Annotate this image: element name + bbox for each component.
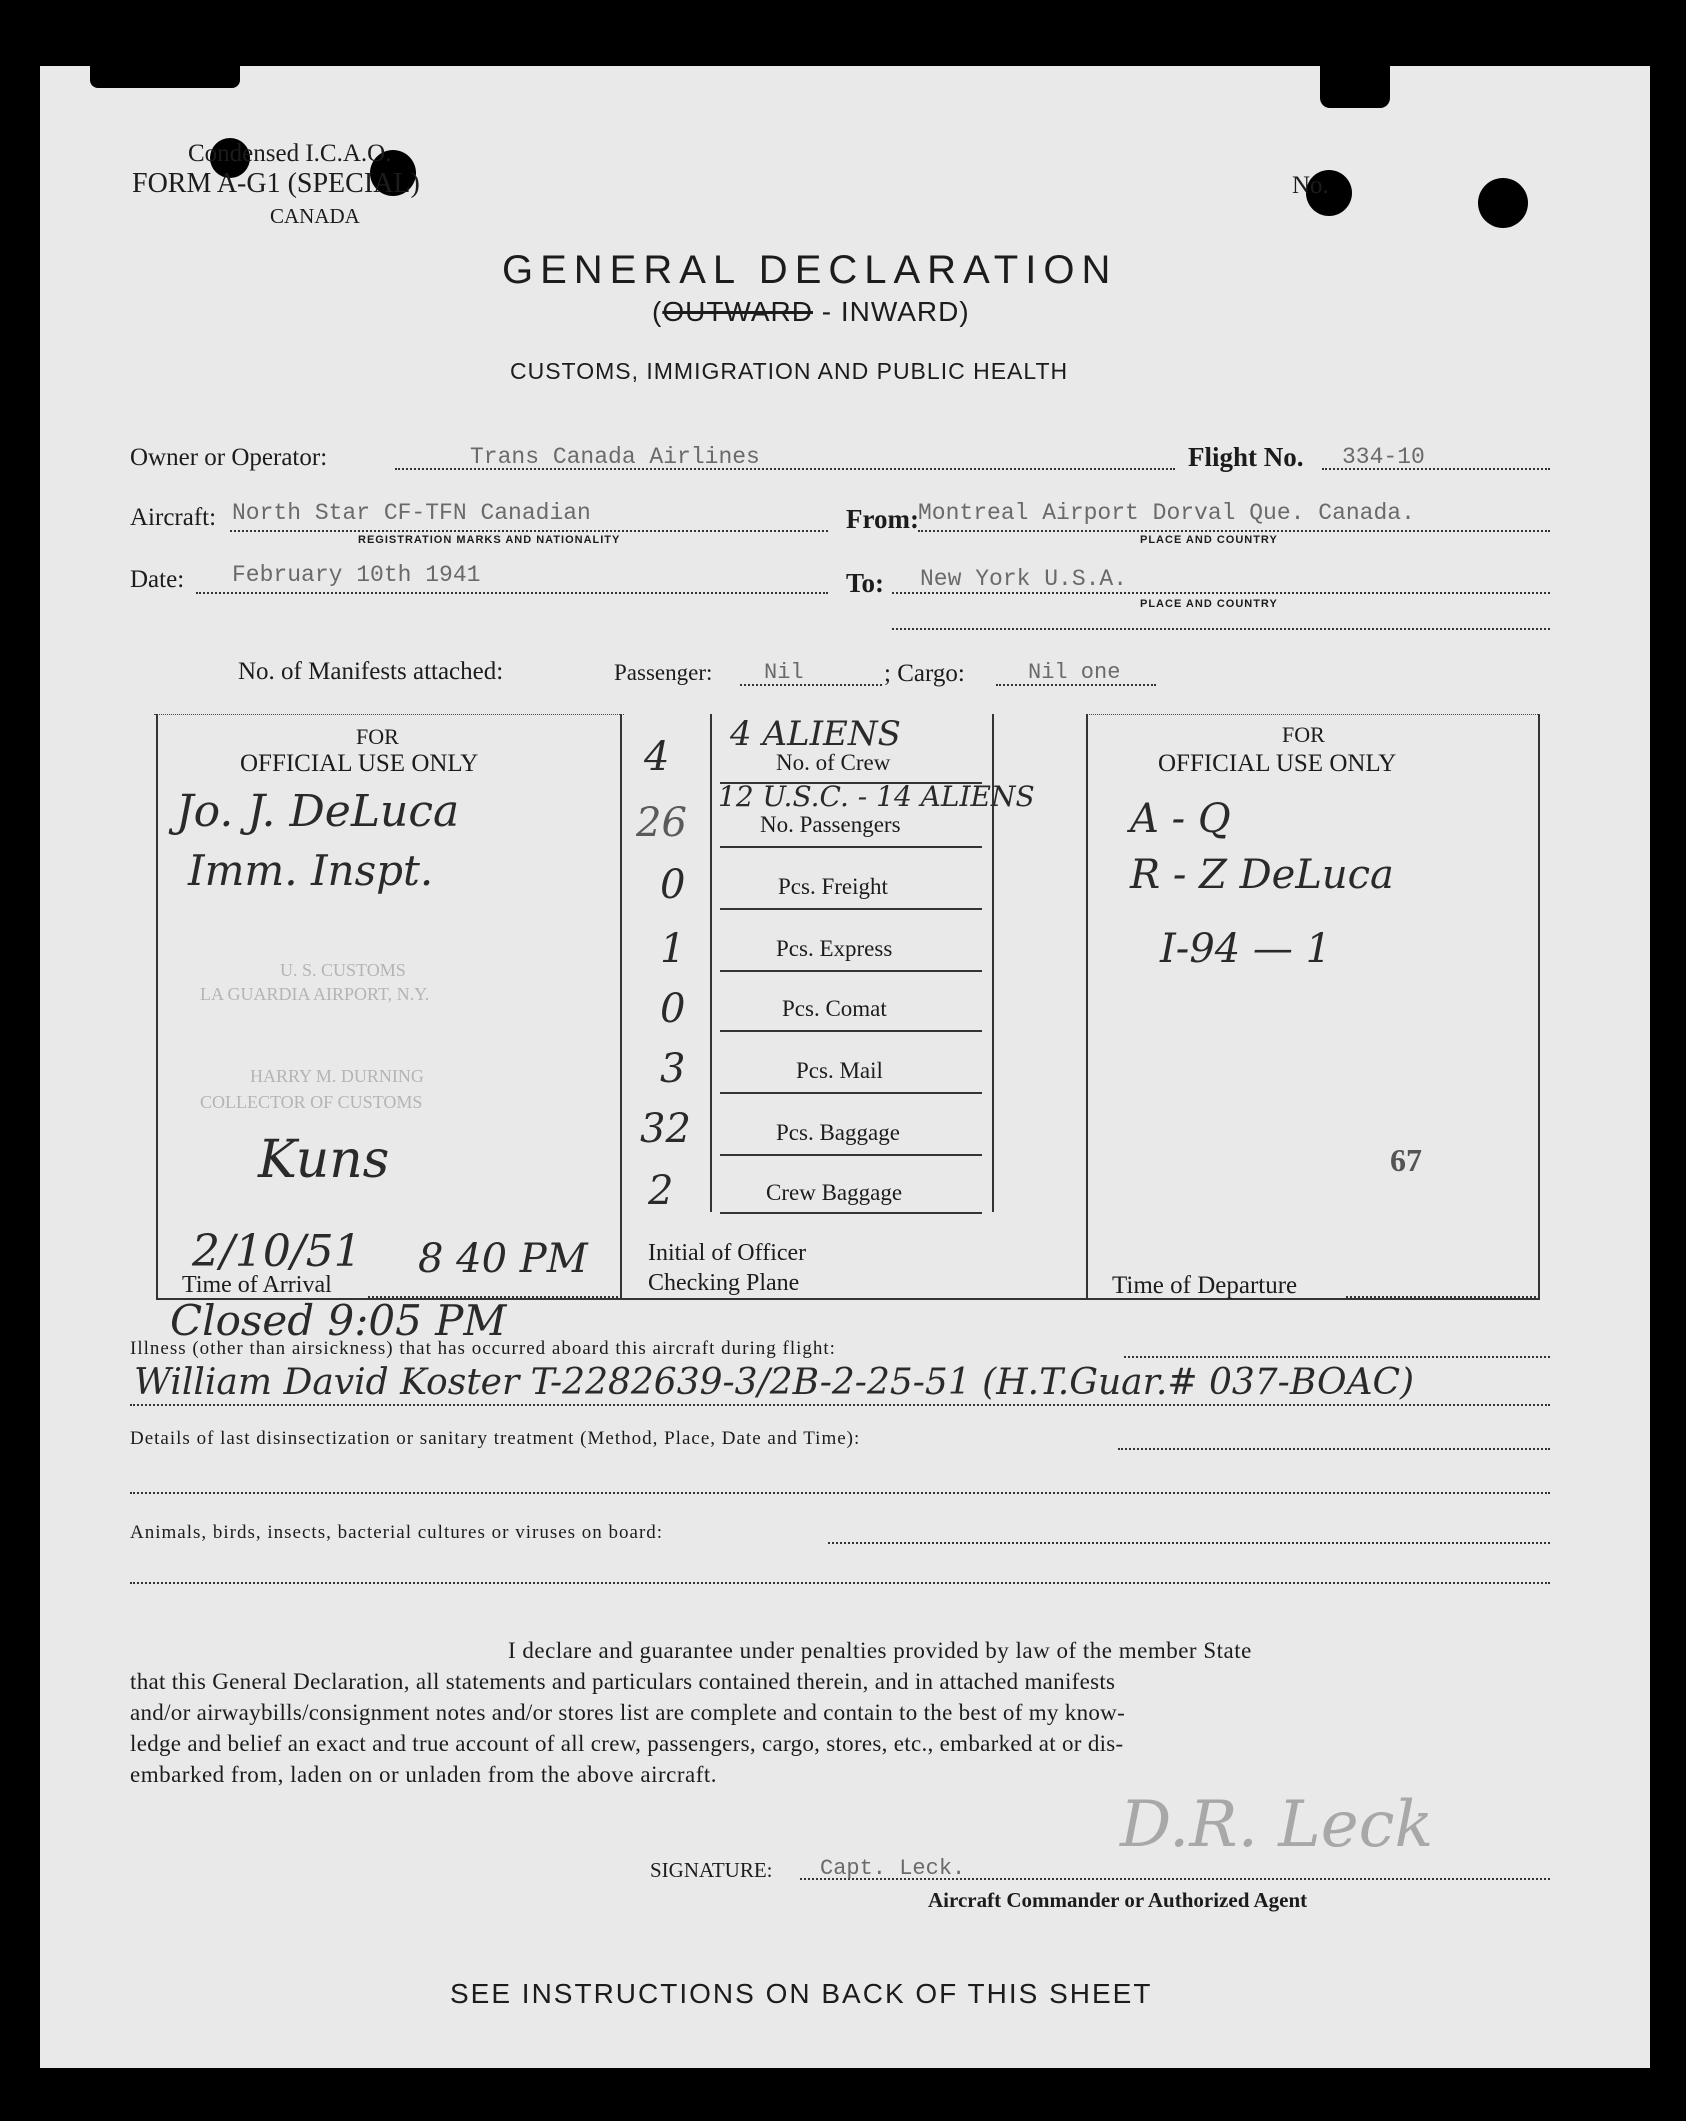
crew-baggage-count: 2 bbox=[648, 1168, 674, 1214]
right-note-rz: R - Z DeLuca bbox=[1130, 852, 1394, 898]
signature-caption: Aircraft Commander or Authorized Agent bbox=[928, 1888, 1308, 1912]
mail-count: 3 bbox=[660, 1046, 686, 1092]
illness-value: William David Koster T-2282639-3/2B-2-25-51 (H.T.Guar.# 037-BOAC) bbox=[134, 1362, 1415, 1403]
page-subtitle: CUSTOMS, IMMIGRATION AND PUBLIC HEALTH bbox=[510, 358, 1069, 384]
date-label: Date: bbox=[130, 566, 185, 593]
closed-note: Closed 9:05 PM bbox=[170, 1296, 507, 1345]
right-box-official: OFFICIAL USE ONLY bbox=[1158, 750, 1397, 777]
checking-plane-label: Checking Plane bbox=[648, 1270, 800, 1296]
aircraft-value: North Star CF-TFN Canadian bbox=[232, 500, 591, 526]
passengers-count: 26 bbox=[636, 800, 687, 846]
aircraft-label: Aircraft: bbox=[130, 504, 217, 531]
right-note-aq: A - Q bbox=[1130, 796, 1231, 842]
open-paren: ( bbox=[652, 296, 663, 327]
inward-label: - INWARD bbox=[821, 296, 960, 327]
punch-hole bbox=[90, 48, 240, 88]
owner-label: Owner or Operator: bbox=[130, 444, 328, 471]
from-caption: PLACE AND COUNTRY bbox=[1140, 534, 1278, 546]
commander-signature: D.R. Leck bbox=[1120, 1788, 1434, 1862]
inspector-signature-line2: Imm. Inspt. bbox=[188, 846, 434, 895]
cargo-manifest-value: Nil one bbox=[1028, 660, 1121, 685]
aircraft-caption: REGISTRATION MARKS AND NATIONALITY bbox=[358, 534, 621, 546]
initial-officer-label: Initial of Officer bbox=[648, 1240, 807, 1266]
crew-baggage-label: Crew Baggage bbox=[766, 1180, 903, 1205]
signature-value: Capt. Leck. bbox=[820, 1856, 966, 1881]
signature-label: SIGNATURE: bbox=[650, 1858, 773, 1882]
baggage-count: 32 bbox=[640, 1106, 691, 1152]
from-value: Montreal Airport Dorval Que. Canada. bbox=[918, 500, 1415, 526]
left-box-official: OFFICIAL USE ONLY bbox=[240, 750, 479, 777]
to-label: To: bbox=[846, 568, 885, 598]
to-value: New York U.S.A. bbox=[920, 566, 1128, 592]
passenger-breakdown-note: 12 U.S.C. - 14 ALIENS bbox=[718, 780, 1035, 813]
mail-label: Pcs. Mail bbox=[796, 1058, 883, 1083]
flight-value: 334-10 bbox=[1342, 444, 1425, 470]
passengers-label: No. Passengers bbox=[760, 812, 901, 837]
close-paren: ) bbox=[959, 296, 970, 327]
declaration-line4: ledge and belief an exact and true account of all crew, passengers, cargo, stores, etc., embarked at or dis- bbox=[130, 1731, 1124, 1756]
declaration-line1: I declare and guarantee under penalties provided by law of the member State bbox=[508, 1638, 1252, 1663]
illness-label: Illness (other than airsickness) that has occurred aboard this aircraft during flight: bbox=[130, 1338, 836, 1359]
direction-line bbox=[652, 296, 970, 328]
passenger-manifest-value: Nil bbox=[764, 660, 804, 685]
declaration-line2: that this General Declaration, all statements and particulars contained therein, and in attached manifests bbox=[130, 1669, 1116, 1694]
owner-value: Trans Canada Airlines bbox=[470, 444, 760, 470]
form-header-line1: Condensed I.C.A.O. bbox=[188, 140, 392, 167]
passenger-manifest-label: Passenger: bbox=[614, 660, 713, 685]
arrival-time: 8 40 PM bbox=[418, 1236, 588, 1282]
flight-label: Flight No. bbox=[1188, 442, 1304, 472]
disinsect-label: Details of last disinsectization or sanitary treatment (Method, Place, Date and Time): bbox=[130, 1428, 861, 1449]
date-value: February 10th 1941 bbox=[232, 562, 481, 588]
page-title: GENERAL DECLARATION bbox=[502, 248, 1118, 292]
comat-label: Pcs. Comat bbox=[782, 996, 887, 1021]
customs-stamp-line4: COLLECTOR OF CUSTOMS bbox=[200, 1092, 423, 1112]
cargo-manifest-label: ; Cargo: bbox=[884, 660, 965, 687]
from-label: From: bbox=[846, 504, 919, 534]
outward-struck: OUTWARD bbox=[662, 296, 813, 327]
customs-stamp-line1: U. S. CUSTOMS bbox=[280, 960, 406, 980]
aliens-note: 4 ALIENS bbox=[730, 714, 901, 754]
right-box-for: FOR bbox=[1282, 722, 1325, 747]
arrival-label: Time of Arrival bbox=[182, 1272, 332, 1298]
to-caption: PLACE AND COUNTRY bbox=[1140, 598, 1278, 610]
express-count: 1 bbox=[660, 926, 686, 972]
collector-signature: Kuns bbox=[258, 1130, 390, 1190]
departure-label: Time of Departure bbox=[1112, 1272, 1298, 1299]
right-note-i94: I-94 — 1 bbox=[1160, 926, 1332, 972]
declaration-line3: and/or airwaybills/consignment notes and/or stores list are complete and contain to the best of my know- bbox=[130, 1700, 1126, 1725]
left-box-border bbox=[156, 714, 158, 1300]
animals-label: Animals, birds, insects, bacterial cultures or viruses on board: bbox=[130, 1522, 664, 1543]
right-box-border bbox=[1538, 714, 1540, 1300]
crew-count: 4 bbox=[644, 734, 670, 780]
arrival-date: 2/10/51 bbox=[192, 1226, 362, 1277]
comat-count: 0 bbox=[660, 986, 686, 1032]
inspector-signature-line1: Jo. J. DeLuca bbox=[176, 786, 460, 837]
declaration-line5: embarked from, laden on or unladen from the above aircraft. bbox=[130, 1762, 718, 1787]
freight-label: Pcs. Freight bbox=[778, 874, 888, 899]
number-label: No. bbox=[1292, 172, 1329, 199]
form-header-line3: CANADA bbox=[270, 204, 360, 228]
punch-hole bbox=[1320, 48, 1390, 108]
express-label: Pcs. Express bbox=[776, 936, 893, 961]
customs-stamp-line2: LA GUARDIA AIRPORT, N.Y. bbox=[200, 984, 430, 1004]
customs-stamp-line3: HARRY M. DURNING bbox=[250, 1066, 424, 1086]
form-number-stamp: 67 bbox=[1390, 1142, 1422, 1178]
footer-instructions: SEE INSTRUCTIONS ON BACK OF THIS SHEET bbox=[450, 1978, 1153, 2009]
form-header-line2: FORM A-G1 (SPECIAL) bbox=[132, 168, 420, 199]
freight-count: 0 bbox=[660, 862, 686, 908]
baggage-label: Pcs. Baggage bbox=[776, 1120, 900, 1145]
punch-hole bbox=[1478, 178, 1528, 228]
crew-label: No. of Crew bbox=[776, 750, 891, 775]
manifests-label: No. of Manifests attached: bbox=[238, 658, 504, 685]
left-box-for: FOR bbox=[356, 724, 399, 749]
